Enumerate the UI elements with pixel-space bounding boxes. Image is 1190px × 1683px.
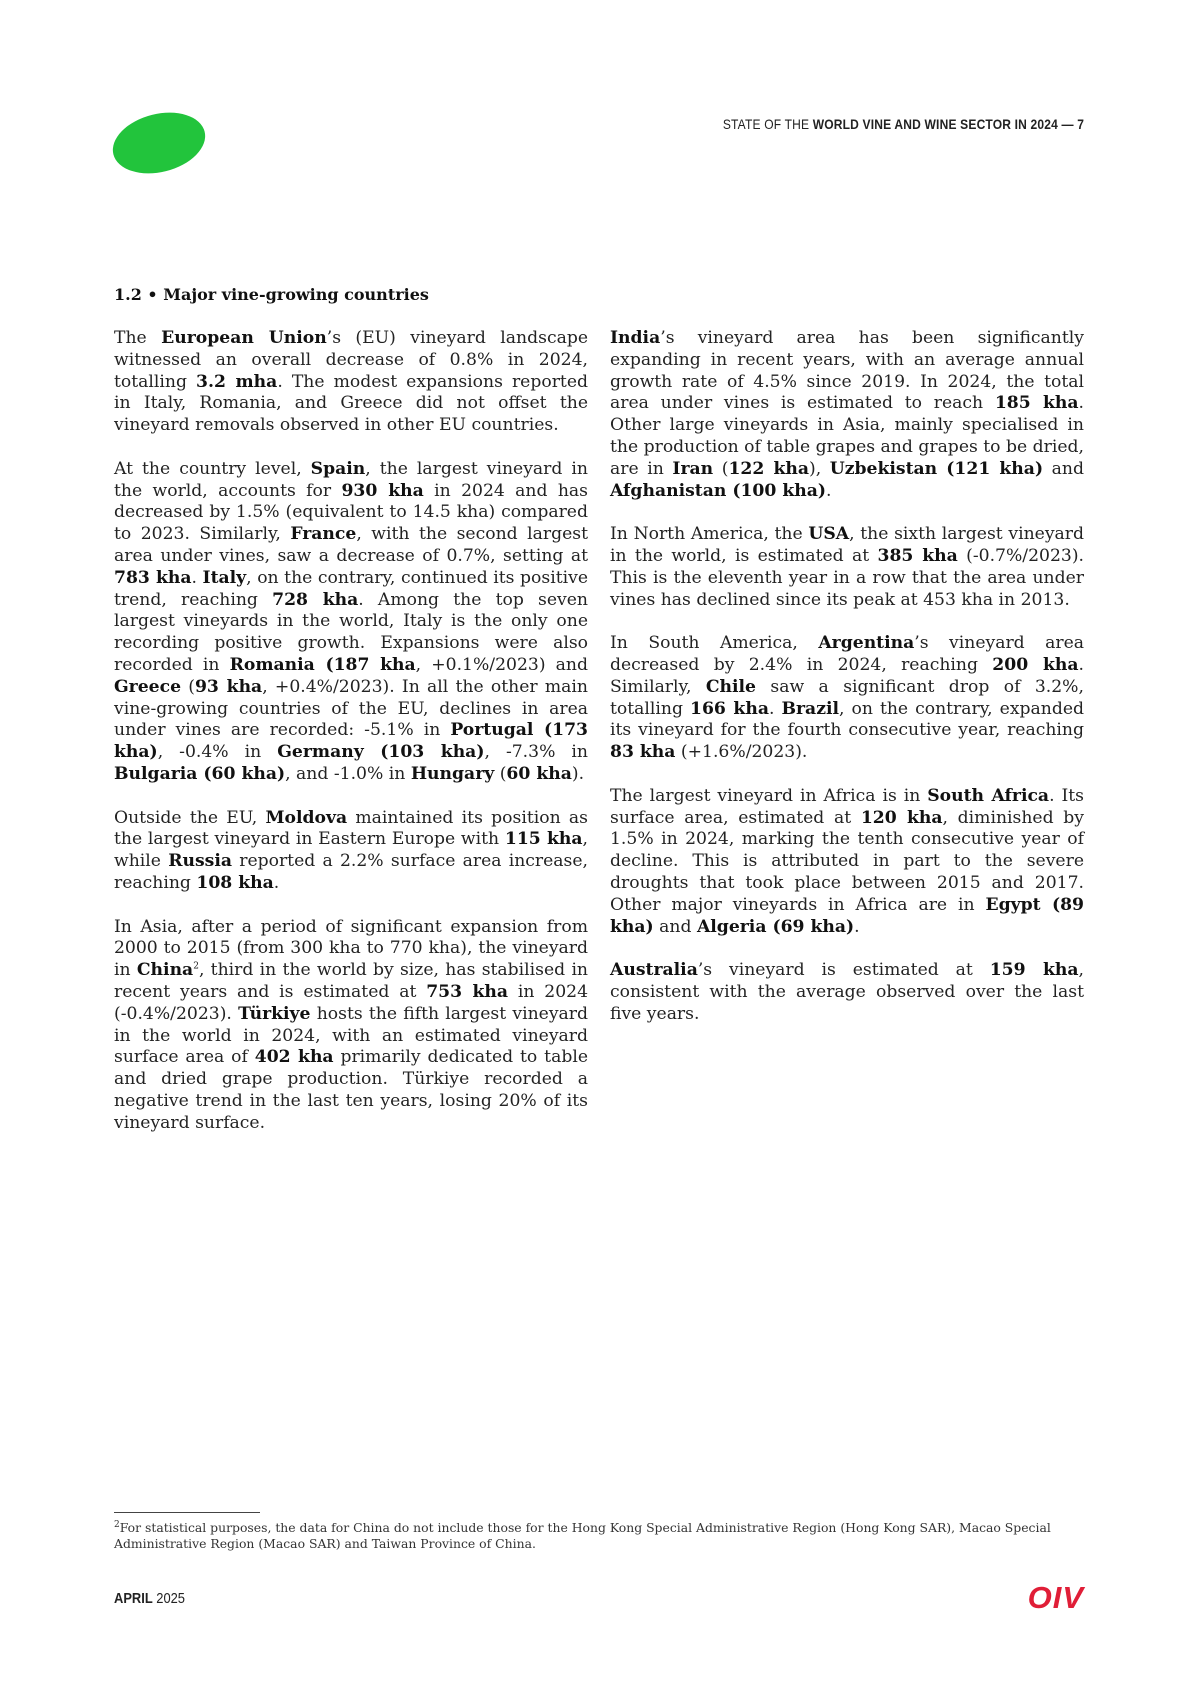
bold-term: Spain bbox=[310, 458, 366, 479]
bold-term: 783 kha bbox=[114, 567, 192, 588]
text-run: saw a significant drop of 3.2%, totalling bbox=[610, 676, 1084, 719]
footnote bbox=[114, 1520, 1054, 1553]
bold-term: Uzbekistan (121 kha) bbox=[829, 458, 1044, 479]
text-run: , with the second largest area under vines, saw a decrease of 0.7%, setting at bbox=[114, 524, 588, 566]
text-run: , the sixth largest vineyard in the world, is estimated at bbox=[610, 524, 1084, 566]
bold-term: 83 kha bbox=[610, 742, 676, 763]
text-run: In Asia, after a period of significant expansion from 2000 to 2015 (from 300 kha to 770 kha), the vineyard in bbox=[114, 916, 588, 981]
bold-term: 120 kha bbox=[860, 807, 943, 828]
footer-month: APRIL bbox=[114, 1590, 153, 1607]
text-run: ’s vineyard is estimated at bbox=[697, 960, 990, 981]
bold-term: 166 kha bbox=[690, 698, 769, 719]
bold-term: 728 kha bbox=[272, 589, 359, 610]
text-run: , on the contrary, expanded its vineyard for the fourth consecutive year, reaching bbox=[610, 698, 1085, 741]
text-run: , +0.1%/2023) and bbox=[415, 654, 588, 675]
bold-term: Australia bbox=[610, 960, 698, 981]
bold-term: Chile bbox=[705, 676, 756, 697]
bold-term: 115 kha bbox=[504, 829, 583, 850]
section-title bbox=[114, 285, 429, 304]
text-run: At the country level, bbox=[114, 458, 311, 479]
text-run: In North America, the bbox=[610, 524, 809, 545]
paragraph bbox=[610, 328, 1084, 502]
paragraph bbox=[610, 960, 1084, 1025]
footnote-marker: 2 bbox=[114, 1519, 120, 1530]
bold-term: France bbox=[290, 524, 357, 545]
bold-term: 60 kha bbox=[506, 763, 572, 784]
paragraph bbox=[114, 328, 588, 437]
text-run: and bbox=[653, 916, 697, 937]
text-run: . bbox=[191, 567, 203, 588]
text-run: ’s vineyard area has been significantly expanding in recent years, with an average annual growth rate of 4.5% since 2019. In 2024, the total area under vines is estimated to reach bbox=[610, 328, 1084, 414]
text-run: , +0.4%/2023). In all the other main vine-growing countries of the EU, declines in area under vines are recorded: -5.1% in bbox=[114, 676, 588, 741]
footnote-text: For statistical purposes, the data for China do not include those for the Hong Kong Special Administrative Region (Hong Kong SAR), Macao Special Administrative Region (Macao SAR) and Taiwan Province of China. bbox=[114, 1520, 1051, 1552]
text-run: reported a 2.2% surface area increase, reaching bbox=[114, 851, 588, 893]
text-run: In South America, bbox=[610, 633, 819, 654]
text-run: ’s (EU) vineyard landscape witnessed an overall decrease of 0.8% in 2024, totalling bbox=[114, 328, 588, 392]
paragraph bbox=[610, 524, 1084, 611]
text-run: (+1.6%/2023). bbox=[675, 742, 808, 763]
bold-term: 200 kha bbox=[992, 654, 1079, 675]
running-head-title: WORLD VINE AND WINE SECTOR IN 2024 — 7 bbox=[812, 116, 1084, 132]
left-column bbox=[114, 328, 588, 1156]
footnote-divider bbox=[114, 1512, 260, 1513]
text-run: , third in the world by size, has stabilised in recent years and is estimated at bbox=[114, 960, 589, 1002]
text-run: , -7.3% in bbox=[484, 742, 588, 763]
bold-term: Egypt (89 kha) bbox=[610, 894, 1085, 937]
text-run: primarily dedicated to table and dried grape production. Türkiye recorded a negative trend in the last ten years, losing 20% of its vineyard surface. bbox=[114, 1047, 588, 1133]
bold-term: 753 kha bbox=[426, 981, 509, 1002]
bold-term: Türkiye bbox=[238, 1003, 311, 1024]
paragraph bbox=[114, 917, 588, 1135]
text-run: , -0.4% in bbox=[157, 742, 278, 763]
text-run: The bbox=[114, 328, 162, 348]
text-run: , consistent with the average observed over the last five years. bbox=[610, 960, 1085, 1024]
bold-term: Hungary bbox=[410, 763, 495, 784]
text-run: in 2024 and has decreased by 1.5% (equivalent to 14.5 kha) compared to 2023. Similarly, bbox=[114, 480, 588, 545]
footnote-ref: 2 bbox=[193, 961, 199, 972]
text-run: ), bbox=[809, 458, 830, 479]
bold-term: Greece bbox=[114, 676, 182, 697]
bold-term: Afghanistan (100 kha) bbox=[610, 480, 827, 501]
bold-term: Russia bbox=[168, 851, 232, 872]
bold-term: Portugal (173 kha) bbox=[114, 720, 589, 763]
text-run: . bbox=[826, 480, 832, 501]
text-run: ( bbox=[494, 763, 507, 784]
section-number: 1.2 bbox=[114, 285, 142, 304]
text-run: . Among the top seven largest vineyards in the world, Italy is the only one recording positive growth. Expansions were also recorded in bbox=[114, 589, 588, 675]
bold-term: Argentina bbox=[818, 633, 915, 654]
text-run: . bbox=[854, 916, 860, 937]
text-run: ). bbox=[571, 763, 585, 784]
bold-term: Algeria (69 kha) bbox=[696, 916, 855, 937]
text-run: (-0.7%/2023). This is the eleventh year in a row that the area under vines has declined since its peak at 453 kha in 2013. bbox=[610, 545, 1085, 610]
bold-term: China bbox=[136, 960, 194, 981]
section-bullet: • bbox=[147, 285, 158, 304]
bold-term: Moldova bbox=[265, 807, 348, 828]
bold-term: Germany (103 kha) bbox=[277, 742, 485, 763]
bold-term: USA bbox=[808, 524, 850, 545]
text-run: . The modest expansions reported in Italy, Romania, and Greece did not offset the vineyard removals observed in other EU countries. bbox=[114, 371, 589, 436]
text-run: . Similarly, bbox=[610, 654, 1084, 697]
oiv-logo: OIV bbox=[1027, 1580, 1084, 1615]
footer-year: 2025 bbox=[152, 1590, 185, 1607]
bold-term: 3.2 mha bbox=[196, 371, 278, 392]
bold-term: 402 kha bbox=[254, 1047, 334, 1068]
bold-term: Italy bbox=[202, 567, 247, 588]
bold-term: 122 kha bbox=[728, 458, 809, 479]
text-run: and bbox=[1043, 458, 1084, 479]
running-head-prefix: STATE OF THE bbox=[722, 116, 813, 132]
text-run: , diminished by 1.5% in 2024, marking the tenth consecutive year of decline. This is attributed in part to the severe droughts that took place between 2015 and 2017. Other major vineyards in Africa are in bbox=[610, 807, 1085, 915]
text-run: hosts the fifth largest vineyard in the world in 2024, with an estimated vineyard surface area of bbox=[114, 1003, 589, 1068]
text-run: , the largest vineyard in the world, accounts for bbox=[114, 458, 588, 501]
text-run: . Its surface area, estimated at bbox=[610, 785, 1084, 828]
bold-term: Bulgaria (60 kha) bbox=[114, 763, 286, 784]
bold-term: 93 kha bbox=[194, 676, 263, 697]
bold-term: Brazil bbox=[781, 698, 840, 719]
text-run: Outside the EU, bbox=[114, 807, 266, 828]
text-run: , and -1.0% in bbox=[285, 763, 411, 784]
green-blob-decoration bbox=[106, 103, 211, 182]
running-head bbox=[723, 116, 1084, 132]
text-run: The largest vineyard in Africa is in bbox=[610, 785, 928, 806]
bold-term: European Union bbox=[161, 328, 327, 348]
text-run: maintained its position as the largest vineyard in Eastern Europe with bbox=[114, 807, 589, 850]
bold-term: Romania (187 kha bbox=[229, 654, 416, 675]
section-title-text: Major vine-growing countries bbox=[163, 285, 429, 304]
text-run: ( bbox=[181, 676, 195, 697]
paragraph bbox=[610, 786, 1084, 939]
bold-term: South Africa bbox=[927, 785, 1050, 806]
bold-term: 385 kha bbox=[877, 545, 958, 566]
text-run: , while bbox=[114, 829, 589, 872]
bold-term: India bbox=[610, 328, 661, 348]
bold-term: Iran bbox=[672, 458, 714, 479]
text-run: . bbox=[273, 872, 280, 893]
text-run: , on the contrary, continued its positive trend, reaching bbox=[114, 567, 588, 610]
paragraph bbox=[114, 808, 588, 895]
text-run: ’s vineyard area decreased by 2.4% in 2024, reaching bbox=[610, 633, 1084, 675]
text-run: in 2024 (-0.4%/2023). bbox=[114, 981, 589, 1024]
right-column bbox=[610, 328, 1084, 1047]
text-run: . Other large vineyards in Asia, mainly specialised in the production of table grapes and grapes to be dried, are in bbox=[610, 393, 1084, 479]
paragraph bbox=[114, 459, 588, 786]
bold-term: 159 kha bbox=[989, 960, 1079, 981]
bold-term: 108 kha bbox=[196, 872, 274, 893]
text-run: ( bbox=[713, 458, 729, 479]
bold-term: 185 kha bbox=[994, 393, 1079, 414]
text-run: . bbox=[768, 698, 782, 719]
footer-date bbox=[114, 1590, 185, 1607]
paragraph bbox=[610, 633, 1084, 764]
bold-term: 930 kha bbox=[341, 480, 424, 501]
